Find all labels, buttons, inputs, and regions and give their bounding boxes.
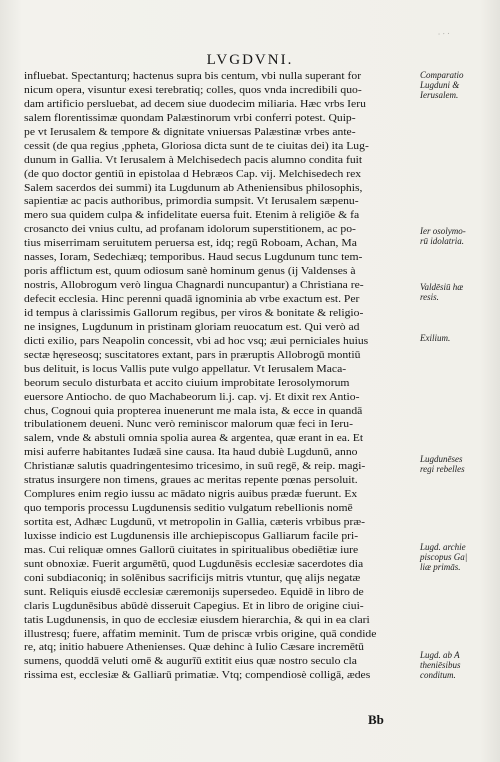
text-line: dam artificio persluebat, ad decem siue duodecim miliaria. Hæc vrbs Ieru: [24, 98, 366, 110]
text-line: sunt obnoxiæ. Fuerit argumētū, quod Lugdunēsis ecclesiæ sacerdotes dia: [24, 558, 364, 570]
margin-note-line: liæ primās.: [420, 562, 461, 572]
margin-note-rebelles: [420, 454, 498, 474]
text-line: coni subdiaconiq; in solēnibus sacrificijs mitris vtuntur, quę alijs negatæ: [24, 572, 361, 584]
text-line: salem florentissimæ quondam Palæstinorum vrbi conferri potest. Quip-: [24, 112, 356, 124]
margin-stain: · · ·: [437, 28, 451, 39]
text-line: tatis Lugdunensis, in quo de ecclesiæ eiusdem hierarchia, & qui in ea clari: [24, 614, 370, 626]
text-line: sunt. Reliquis eiusdē ecclesiæ cæremonijs supersedeo. Equidē in libro de: [24, 586, 364, 598]
text-line: defecit ecclesia. Hinc perenni quadā ignominia ab vrbe exactum est. Per: [24, 294, 360, 305]
margin-note-line: piscopus Ga|: [420, 552, 468, 562]
margin-note-line: Lugd. archie: [420, 542, 466, 552]
text-line: nostris, Allobrogum verò lingua Chagnardi nuncupantur) a Christiana re-: [24, 280, 364, 292]
margin-note-archiepiscopus: [420, 542, 498, 572]
text-line: dicti exilio, pars Neapolin concessit, vbi ad hoc vsq; æui perniciales huius: [24, 335, 369, 347]
margin-note-valdenses: [420, 282, 498, 302]
text-line: poris afflictum est, quum odiosum sanè hominum genus (ij Valdenses à: [24, 266, 356, 278]
text-line: nicum opera, visuntur exesi terebratiq; colles, quos vnda incredibili quo-: [24, 84, 362, 96]
text-line: mero sua quidem culpa & infidelitate euersa fuit. Etenim à religiōe & fa: [24, 210, 360, 222]
text-line: nasses, Ioram, Sedechiæq; temporibus. Haud secus Lugdunum tunc tem-: [24, 252, 363, 264]
text-line: tius miserrimam seruitutem peruersa est, idq; regū Roboam, Achan, Ma: [24, 238, 357, 250]
text-line: quo temporis processu Lugdunensis seditio vulgatum rebellionis nomē: [24, 503, 353, 515]
margin-note-line: theniēsibus: [420, 660, 461, 670]
margin-note-line: conditum.: [420, 670, 456, 680]
text-line: influebat. Spectanturq; hactenus supra bis centum, vbi nulla superant for: [24, 71, 362, 82]
text-line: rissima est, ecclesiæ & Galliarū primatiæ. Vtq; compendiosè colligā, ædes: [24, 670, 371, 682]
text-line: luxisse indicio est Lugdunensis ille archiepiscopus Galliarum facile pri-: [24, 530, 359, 542]
text-line: sapientiæ ac pacis authoribus, primordia sumpsit. Vt Ierusalem sæpenu-: [24, 196, 359, 208]
text-line: euersore Antiocho. de quo Machabeorum li.j. cap. vj. Et dixit rex Antio-: [24, 391, 360, 403]
margin-note-athenienses: [420, 650, 498, 680]
text-line: chus, Cognoui quia propterea inuenerunt me mala ista, & ecce in quandā: [24, 405, 363, 417]
margin-note-line: Exilium.: [420, 333, 451, 343]
text-line: beorum seculo disturbata et accito ciuium improbitate Ierosolymorum: [24, 377, 350, 389]
text-line: ne insignes, Lugdunum in pristinam gloriam reuocatum est. Qui verò ad: [24, 321, 360, 333]
text-line: illustresq; fuere, affatim meminit. Tum de priscæ vrbis origine, quā condide: [24, 628, 377, 640]
margin-note-exilium: [420, 333, 498, 343]
text-line: misi auferre habitantes Iudæā sine causa. Ita haud dubiè Lugdunū, anno: [24, 447, 358, 459]
text-line: salem, vnde & abstuli omnia spolia aurea & argentea, quæ erant in ea. Et: [24, 433, 364, 445]
margin-note-line: resis.: [420, 292, 439, 302]
margin-note-ierosolymorum: [420, 226, 498, 246]
margin-note-line: Ier osolymo-: [420, 226, 466, 236]
text-line: Christianæ salutis quadringentesimo tricesimo, in suū regē, & reip. magi-: [24, 461, 366, 473]
text-line: (de quo doctor gentiū in epistolaa d Hebræos Cap. vij. Melchisedech rex: [24, 168, 362, 180]
text-line: id tempus à clarissimis Gallorum regibus, per viros & bonitate & religio-: [24, 307, 364, 319]
text-line: sectæ hęreseosq; suscitatores extant, pars in præruptis Allobrogū montiū: [24, 349, 361, 361]
margin-note-line: rū idolatria.: [420, 236, 465, 246]
margin-note-comparatio: [420, 70, 498, 100]
main-text-block: [24, 70, 419, 683]
text-line: cessit (de qua regius ,ppheta, Gloriosa dicta sunt de te ciuitas dei) ita Lug-: [24, 140, 369, 152]
margin-note-line: Lugduni &: [420, 80, 460, 90]
text-line: sumens, quoddā veluti omē & augurīū extitit eius quæ nostro seculo cla: [24, 656, 357, 668]
running-head: LVGDVNI.: [206, 52, 294, 68]
margin-note-line: Lugd. ab A: [420, 650, 460, 660]
text-line: pe vt Ierusalem & tempore & dignitate vniuersas Palæstinæ vrbes ante-: [24, 126, 356, 138]
signature-mark: Bb: [368, 712, 384, 727]
margin-note-line: regi rebelles: [420, 464, 465, 474]
text-line: sortita est, Adhæc Lugdunū, vt metropolin in Gallia, cæteris vrbibus præ-: [24, 517, 366, 528]
text-line: stratus insurgere non timens, graues ac meritas repente pœnas persoluit.: [24, 475, 358, 487]
text-line: re, atq; initio habuere Athenienses. Quæ dehinc à Iulio Cæsare incremētū: [24, 642, 364, 654]
text-line: crosancto dei vnius cultu, ad profanam idolorum superstitionem, ac po-: [24, 224, 356, 236]
text-line: bus delituit, is locus Vallis pute vulgo appellatur. Vt Ierusalem Maca-: [24, 363, 347, 375]
text-line: claris Lugdunēsibus abūdè disseruit Capegius. Et in libro de origine ciui-: [24, 600, 364, 612]
text-line: dunum in Gallia. Vt Ierusalem à Melchisedech pacis alumno condita fuit: [24, 154, 363, 166]
margin-note-line: Comparatio: [420, 70, 464, 80]
text-line: mas. Cui reliquæ omnes Gallorū ciuitates in spiritualibus obediētiæ iure: [24, 544, 359, 556]
margin-note-line: Ierusalem.: [420, 90, 459, 100]
text-line: Salem sacerdos dei summi) ita Lugdunum ab Atheniensibus philosophis,: [24, 182, 363, 194]
margin-note-line: Lugdunēses: [420, 454, 463, 464]
text-line: Complures enim regio iussu ac mādato nigris auibus prædæ fuerunt. Ex: [24, 489, 358, 501]
margin-note-line: Valdēsiū hæ: [420, 282, 464, 292]
text-line: tribulationem deueni. Nunc verò reminiscor malorum quæ feci in Ieru-: [24, 419, 353, 431]
